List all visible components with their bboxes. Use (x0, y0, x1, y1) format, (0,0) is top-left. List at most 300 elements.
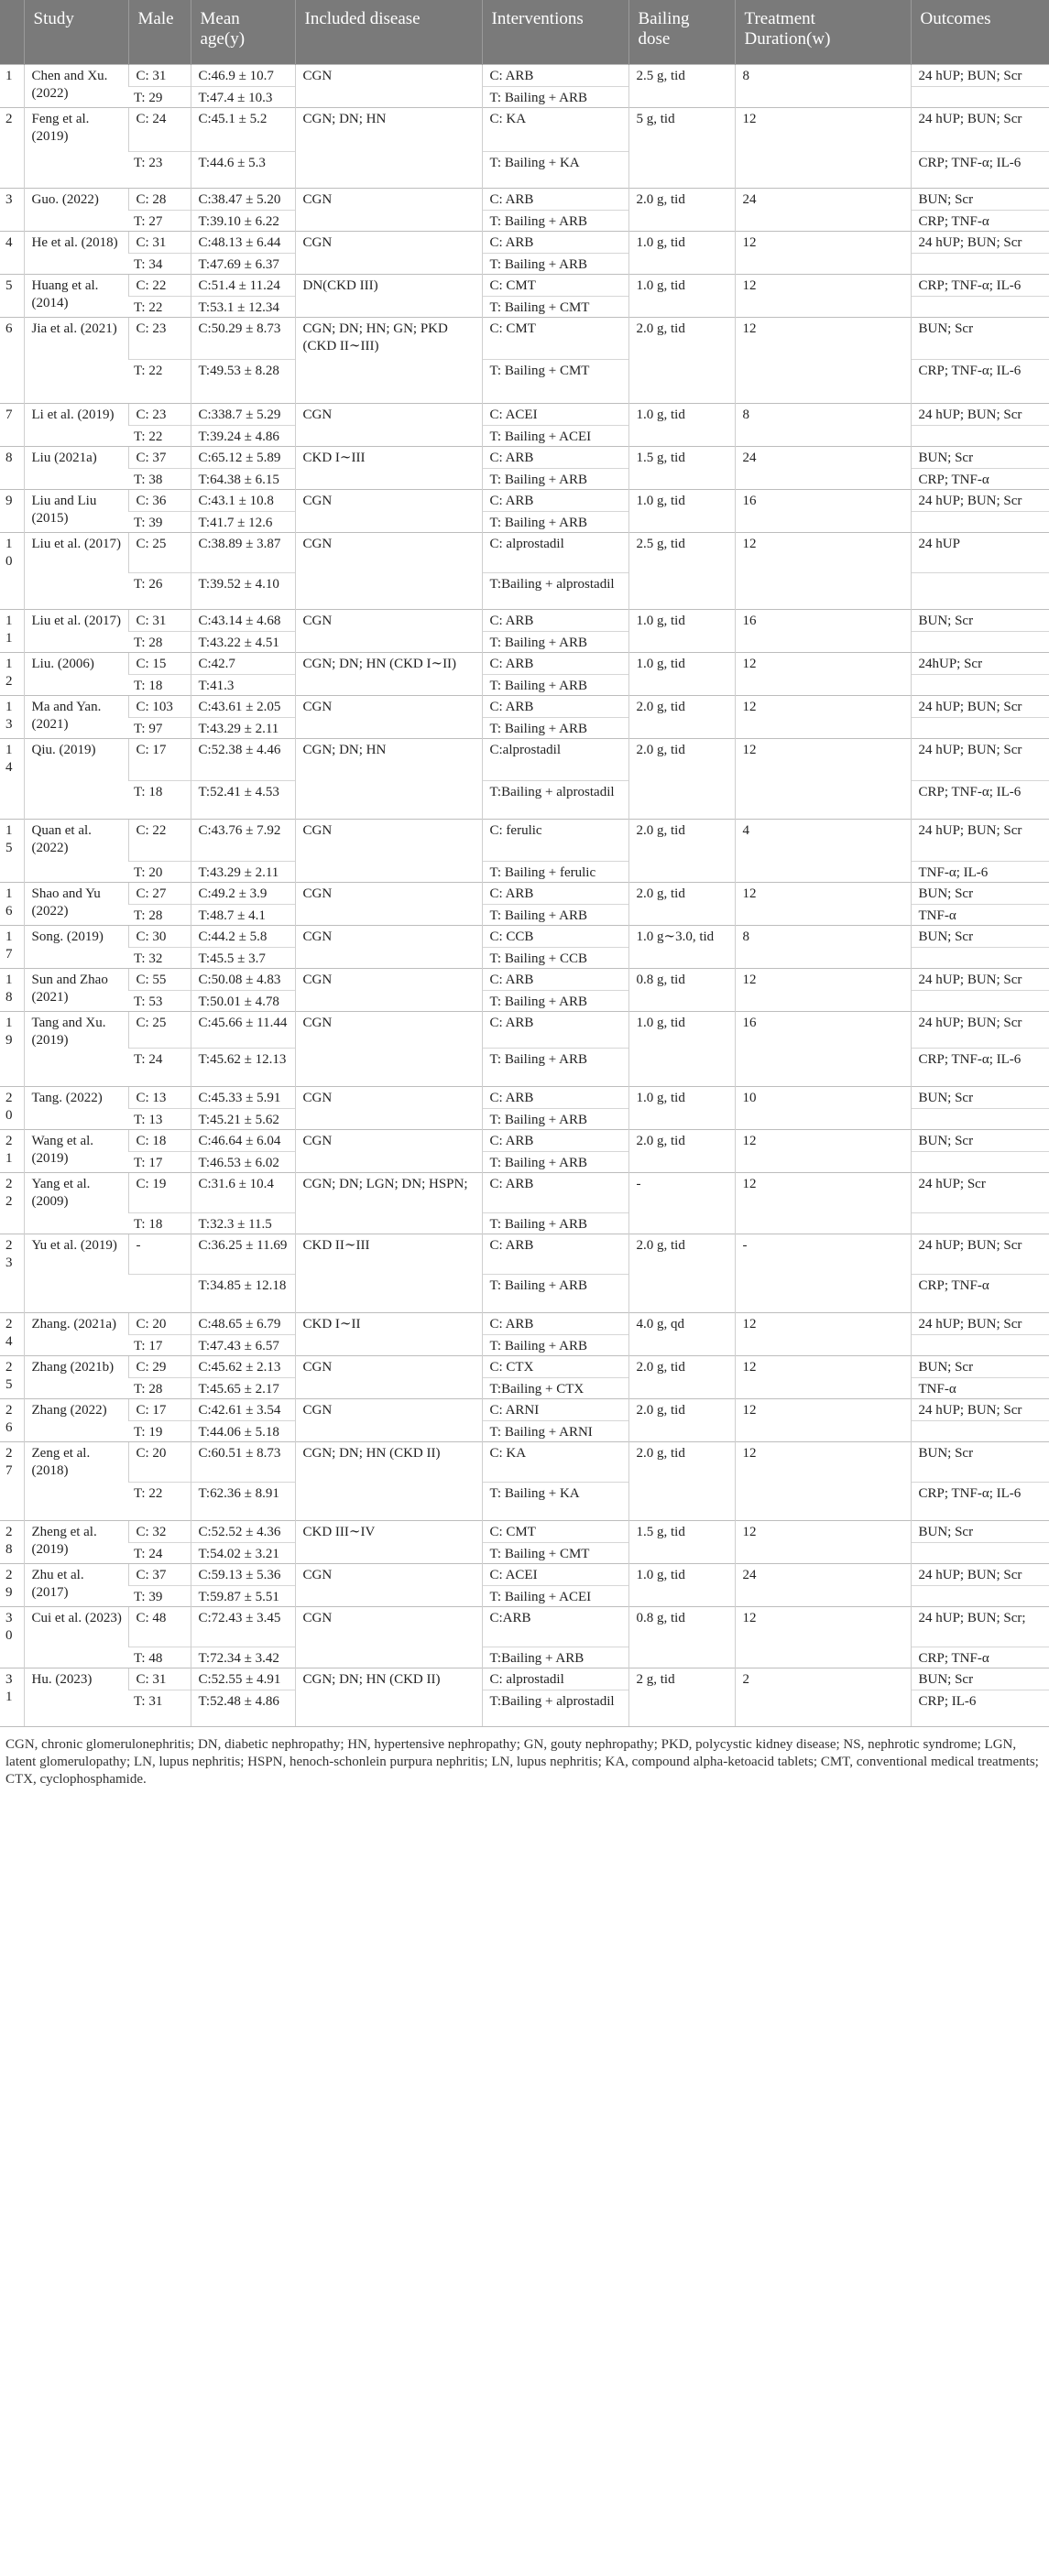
study-name-text: Liu and Liu (2015) (31, 493, 97, 526)
outcomes-primary-text: 24 hUP; BUN; Scr (918, 1402, 1022, 1418)
age-control (191, 107, 295, 151)
study-number-text: 10 (5, 536, 13, 569)
table-row (0, 231, 1049, 253)
male-treatment-text: T: 31 (134, 1693, 163, 1709)
included-disease-text: CGN (302, 886, 333, 901)
male-treatment-text: T: 28 (134, 908, 163, 923)
treatment-duration (735, 695, 911, 738)
male-treatment-text: T: 22 (134, 363, 163, 378)
intervention-treatment-text: T: Bailing + ARB (489, 635, 587, 650)
outcomes-secondary (911, 1212, 1049, 1234)
outcomes-primary (911, 1520, 1049, 1542)
outcomes-secondary (911, 151, 1049, 188)
bailing-dose (628, 1172, 735, 1234)
intervention-treatment (482, 359, 628, 403)
study-name (24, 1441, 128, 1520)
outcomes-secondary-text (919, 1213, 1044, 1216)
intervention-control (482, 925, 628, 947)
study-number-text: 18 (5, 972, 13, 1005)
table-row (0, 1172, 1049, 1212)
study-name-text: Qiu. (2019) (31, 742, 96, 757)
treatment-duration-text: 12 (742, 1359, 757, 1375)
outcomes-primary-text: BUN; Scr (918, 1524, 974, 1539)
study-number (0, 1441, 24, 1520)
study-number (0, 652, 24, 695)
study-number-text: 4 (5, 234, 13, 250)
outcomes-primary-text: 24hUP; Scr (918, 656, 983, 671)
male-control (128, 1172, 191, 1212)
intervention-treatment (482, 674, 628, 695)
age-control-text: C:38.47 ± 5.20 (198, 191, 281, 207)
bailing-dose (628, 1129, 735, 1172)
included-disease (295, 532, 482, 609)
study-name (24, 1086, 128, 1129)
intervention-treatment (482, 990, 628, 1011)
age-control (191, 1011, 295, 1048)
age-control-text: C:43.14 ± 4.68 (198, 613, 281, 628)
study-name-text: Huang et al. (2014) (31, 277, 99, 310)
male-control-text: C: 22 (136, 277, 167, 293)
intervention-treatment-text: T: Bailing + KA (489, 155, 580, 170)
age-treatment-text: T:50.01 ± 4.78 (198, 994, 279, 1009)
male-control-text: C: 28 (136, 191, 167, 207)
study-name-text: Feng et al. (2019) (31, 111, 90, 144)
age-treatment (191, 990, 295, 1011)
outcomes-secondary-text (919, 512, 1044, 515)
age-treatment-text: T:49.53 ± 8.28 (198, 363, 279, 378)
intervention-control (482, 1520, 628, 1542)
study-number (0, 819, 24, 882)
age-control (191, 882, 295, 904)
intervention-control (482, 695, 628, 717)
male-treatment (128, 1048, 191, 1086)
outcomes-secondary (911, 1542, 1049, 1563)
treatment-duration-text: 24 (742, 450, 757, 465)
treatment-duration-text: 12 (742, 536, 757, 551)
included-disease (295, 738, 482, 819)
study-number (0, 1234, 24, 1312)
male-control (128, 64, 191, 86)
bailing-dose-text: 2.0 g, tid (636, 742, 685, 757)
age-treatment-text: T:45.5 ± 3.7 (198, 951, 266, 966)
included-disease (295, 1398, 482, 1441)
male-treatment (128, 1542, 191, 1563)
included-disease-text: CGN (302, 972, 333, 987)
study-name-text: Cui et al. (2023) (31, 1610, 122, 1625)
male-treatment (128, 1420, 191, 1441)
header-study: Study (24, 0, 128, 64)
outcomes-primary (911, 446, 1049, 468)
outcomes-primary (911, 1398, 1049, 1420)
outcomes-secondary-text: TNF-α (918, 908, 956, 923)
treatment-duration (735, 188, 911, 231)
treatment-duration-text: 24 (742, 1567, 757, 1582)
intervention-control (482, 652, 628, 674)
bailing-dose-text: 2.0 g, tid (636, 822, 685, 838)
male-treatment (128, 1151, 191, 1172)
intervention-control-text: C: ARB (489, 1015, 534, 1030)
intervention-treatment-text: T: Bailing + ARB (489, 472, 587, 487)
outcomes-primary-text: 24 hUP; BUN; Scr (918, 1567, 1022, 1582)
intervention-control-text: C: ARB (489, 493, 534, 508)
study-name-text: Ma and Yan. (2021) (31, 699, 102, 732)
bailing-dose-text: 2 g, tid (636, 1671, 675, 1687)
age-control (191, 188, 295, 210)
outcomes-secondary (911, 631, 1049, 652)
table-row (0, 274, 1049, 296)
age-treatment-text: T:47.43 ± 6.57 (198, 1338, 279, 1353)
study-name-text: Yu et al. (2019) (31, 1237, 117, 1253)
intervention-treatment-text: T:Bailing + ARB (489, 1650, 585, 1666)
treatment-duration (735, 1172, 911, 1234)
intervention-control (482, 882, 628, 904)
male-treatment-text: T: 27 (134, 213, 163, 229)
study-name-text: Zhang (2021b) (31, 1359, 115, 1375)
bailing-dose-text: 2.0 g, tid (636, 886, 685, 901)
bailing-dose (628, 1011, 735, 1086)
intervention-control (482, 1668, 628, 1690)
treatment-duration (735, 446, 911, 489)
included-disease-text: CGN (302, 1359, 333, 1375)
included-disease (295, 925, 482, 968)
intervention-control (482, 1086, 628, 1108)
intervention-treatment-text: T: Bailing + CMT (489, 363, 590, 378)
table-row (0, 107, 1049, 151)
treatment-duration (735, 652, 911, 695)
treatment-duration (735, 1129, 911, 1172)
age-control-text: C:338.7 ± 5.29 (198, 407, 281, 422)
intervention-control (482, 1606, 628, 1647)
intervention-treatment (482, 717, 628, 738)
treatment-duration-text: 24 (742, 191, 757, 207)
male-control-text: C: 103 (136, 699, 173, 714)
intervention-treatment (482, 1151, 628, 1172)
included-disease (295, 317, 482, 403)
outcomes-primary-text: BUN; Scr (918, 929, 974, 944)
included-disease-text: CGN (302, 536, 333, 551)
age-control (191, 1086, 295, 1108)
treatment-duration-text: 10 (742, 1090, 757, 1105)
age-treatment (191, 151, 295, 188)
age-control-text: C:45.66 ± 11.44 (198, 1015, 288, 1030)
table-row (0, 64, 1049, 86)
outcomes-primary (911, 1011, 1049, 1048)
male-treatment (128, 1108, 191, 1129)
study-name-text: Zhang. (2021a) (31, 1316, 116, 1331)
male-control-text: C: 23 (136, 321, 167, 336)
intervention-treatment-text: T: Bailing + ARB (489, 721, 587, 736)
included-disease (295, 403, 482, 446)
study-number-text: 19 (5, 1015, 13, 1048)
age-treatment (191, 717, 295, 738)
included-disease (295, 446, 482, 489)
table-row (0, 1563, 1049, 1585)
male-treatment (128, 468, 191, 489)
age-control-text: C:45.1 ± 5.2 (198, 111, 268, 126)
study-name (24, 188, 128, 231)
intervention-treatment (482, 1420, 628, 1441)
table-row (0, 532, 1049, 572)
intervention-control-text: C: CMT (489, 321, 536, 336)
male-treatment-text: T: 28 (134, 635, 163, 650)
treatment-duration (735, 1011, 911, 1086)
outcomes-primary-text: 24 hUP; BUN; Scr (918, 234, 1022, 250)
outcomes-secondary (911, 1334, 1049, 1355)
outcomes-primary (911, 532, 1049, 572)
male-control-text: C: 29 (136, 1359, 167, 1375)
study-name-text: Yang et al. (2009) (31, 1176, 91, 1209)
treatment-duration (735, 317, 911, 403)
intervention-control-text: C:alprostadil (489, 742, 561, 757)
header-outcomes: Outcomes (911, 0, 1049, 64)
table-body (0, 64, 1049, 1726)
bailing-dose (628, 1520, 735, 1563)
age-treatment (191, 359, 295, 403)
outcomes-primary (911, 1234, 1049, 1274)
age-treatment (191, 1334, 295, 1355)
male-treatment (128, 990, 191, 1011)
bailing-dose-text: 2.0 g, tid (636, 321, 685, 336)
study-number (0, 1355, 24, 1398)
age-control-text: C:42.61 ± 3.54 (198, 1402, 281, 1418)
intervention-treatment-text: T: Bailing + ARB (489, 1338, 587, 1353)
male-control (128, 107, 191, 151)
study-number-text: 20 (5, 1090, 13, 1123)
intervention-treatment-text: T: Bailing + CMT (489, 299, 590, 315)
outcomes-secondary (911, 674, 1049, 695)
age-control (191, 317, 295, 359)
study-number (0, 489, 24, 532)
treatment-duration (735, 925, 911, 968)
male-treatment (128, 631, 191, 652)
intervention-treatment-text: T: Bailing + CCB (489, 951, 587, 966)
male-treatment-text: T: 18 (134, 678, 163, 693)
age-control-text: C:52.38 ± 4.46 (198, 742, 281, 757)
age-control (191, 403, 295, 425)
study-name (24, 1668, 128, 1726)
study-name (24, 274, 128, 317)
treatment-duration-text: 16 (742, 613, 757, 628)
age-control (191, 1234, 295, 1274)
intervention-control-text: C: CMT (489, 277, 536, 293)
intervention-treatment-text: T: Bailing + ARB (489, 90, 587, 105)
intervention-control-text: C:ARB (489, 1610, 531, 1625)
study-number-text: 25 (5, 1359, 13, 1392)
bailing-dose (628, 317, 735, 403)
age-treatment (191, 511, 295, 532)
male-control (128, 446, 191, 468)
outcomes-primary-text: BUN; Scr (918, 886, 974, 901)
outcomes-primary (911, 968, 1049, 990)
outcomes-primary-text: BUN; Scr (918, 450, 974, 465)
intervention-treatment-text: T: Bailing + ARB (489, 994, 587, 1009)
study-name-text: Jia et al. (2021) (31, 321, 117, 336)
bailing-dose (628, 446, 735, 489)
study-number (0, 1312, 24, 1355)
intervention-treatment (482, 1542, 628, 1563)
outcomes-secondary-text (919, 426, 1044, 429)
study-name-text: Hu. (2023) (31, 1671, 93, 1687)
treatment-duration (735, 1441, 911, 1520)
study-name-text: Liu et al. (2017) (31, 613, 121, 628)
study-number-text: 21 (5, 1133, 13, 1166)
study-name (24, 695, 128, 738)
age-treatment (191, 253, 295, 274)
study-name-text: Zhu et al. (2017) (31, 1567, 84, 1600)
outcomes-secondary (911, 511, 1049, 532)
header-number (0, 0, 24, 64)
male-treatment-text: T: 39 (134, 515, 163, 530)
study-name (24, 107, 128, 188)
treatment-duration-text: 12 (742, 656, 757, 671)
male-treatment (128, 359, 191, 403)
male-control-text: C: 13 (136, 1090, 167, 1105)
male-treatment (128, 674, 191, 695)
treatment-duration (735, 274, 911, 317)
age-treatment (191, 1690, 295, 1726)
study-name (24, 968, 128, 1011)
study-number (0, 107, 24, 188)
male-treatment (128, 861, 191, 882)
bailing-dose-text: 1.5 g, tid (636, 1524, 685, 1539)
included-disease (295, 489, 482, 532)
intervention-control-text: C: ARB (489, 234, 534, 250)
male-control-text: C: 37 (136, 450, 167, 465)
age-control (191, 446, 295, 468)
table-row (0, 1398, 1049, 1420)
age-control (191, 968, 295, 990)
outcomes-secondary (911, 1151, 1049, 1172)
included-disease-text: CGN; DN; HN (CKD I∼II) (302, 656, 457, 671)
age-control-text: C:46.9 ± 10.7 (198, 68, 274, 83)
included-disease (295, 609, 482, 652)
study-number-text: 3 (5, 191, 13, 207)
outcomes-primary (911, 1355, 1049, 1377)
outcomes-primary (911, 1312, 1049, 1334)
treatment-duration (735, 1312, 911, 1355)
age-treatment-text: T:52.48 ± 4.86 (198, 1693, 279, 1709)
male-treatment (128, 210, 191, 231)
age-treatment (191, 1108, 295, 1129)
age-control (191, 231, 295, 253)
intervention-treatment (482, 1334, 628, 1355)
study-name-text: Liu (2021a) (31, 450, 97, 465)
age-treatment (191, 86, 295, 107)
male-control-text: C: 19 (136, 1176, 167, 1191)
included-disease (295, 1563, 482, 1606)
age-control-text: C:52.55 ± 4.91 (198, 1671, 281, 1687)
outcomes-primary-text: BUN; Scr (918, 1671, 974, 1687)
age-treatment (191, 1585, 295, 1606)
bailing-dose (628, 64, 735, 107)
male-control-text: C: 32 (136, 1524, 167, 1539)
intervention-treatment (482, 1690, 628, 1726)
outcomes-secondary-text: CRP; TNF-α (918, 213, 989, 229)
intervention-treatment (482, 572, 628, 609)
bailing-dose-text: 2.0 g, tid (636, 1445, 685, 1461)
included-disease-text: CGN (302, 68, 333, 83)
outcomes-primary (911, 652, 1049, 674)
outcomes-primary-text: 24 hUP; BUN; Scr (918, 1316, 1022, 1331)
table-row (0, 1011, 1049, 1048)
intervention-treatment (482, 1647, 628, 1668)
outcomes-primary (911, 819, 1049, 861)
outcomes-secondary (911, 359, 1049, 403)
included-disease-text: CGN (302, 191, 333, 207)
intervention-control (482, 609, 628, 631)
male-treatment-text: T: 28 (134, 1381, 163, 1397)
bailing-dose-text: 1.0 g, tid (636, 613, 685, 628)
study-number-text: 9 (5, 493, 13, 508)
intervention-control (482, 1172, 628, 1212)
included-disease-text: CKD II∼III (302, 1237, 370, 1253)
age-treatment-text: T:44.6 ± 5.3 (198, 155, 266, 170)
male-control-text: - (136, 1237, 141, 1253)
age-treatment (191, 1482, 295, 1520)
male-treatment-text: T: 17 (134, 1155, 163, 1170)
included-disease-text: CGN (302, 493, 333, 508)
bailing-dose-text: 5 g, tid (636, 111, 675, 126)
outcomes-primary (911, 107, 1049, 151)
included-disease (295, 274, 482, 317)
outcomes-primary (911, 274, 1049, 296)
bailing-dose-text: 1.5 g, tid (636, 450, 685, 465)
outcomes-primary-text: BUN; Scr (918, 191, 974, 207)
intervention-control-text: C: ARB (489, 699, 534, 714)
bailing-dose (628, 1441, 735, 1520)
study-name (24, 925, 128, 968)
study-number (0, 317, 24, 403)
bailing-dose-text: 2.0 g, tid (636, 1133, 685, 1148)
intervention-treatment-text: T: Bailing + KA (489, 1485, 580, 1501)
age-control-text: C:45.62 ± 2.13 (198, 1359, 281, 1375)
bailing-dose (628, 1563, 735, 1606)
outcomes-primary (911, 609, 1049, 631)
included-disease (295, 1606, 482, 1668)
study-number (0, 1172, 24, 1234)
bailing-dose (628, 1234, 735, 1312)
intervention-control-text: C: ACEI (489, 407, 538, 422)
intervention-control (482, 1234, 628, 1274)
included-disease (295, 1086, 482, 1129)
study-name (24, 489, 128, 532)
study-number-text: 8 (5, 450, 13, 465)
included-disease-text: CKD III∼IV (302, 1524, 376, 1539)
bailing-dose-text: 1.0 g, tid (636, 1567, 685, 1582)
age-treatment (191, 296, 295, 317)
male-treatment-text: T: 17 (134, 1338, 163, 1353)
male-treatment-text: T: 26 (134, 576, 163, 592)
table-row (0, 1668, 1049, 1690)
age-control-text: C:51.4 ± 11.24 (198, 277, 280, 293)
intervention-treatment-text: T: Bailing + ARB (489, 1277, 587, 1293)
male-control-text: C: 22 (136, 822, 167, 838)
outcomes-primary (911, 925, 1049, 947)
treatment-duration-text: 12 (742, 742, 757, 757)
outcomes-secondary (911, 1048, 1049, 1086)
outcomes-secondary-text (919, 632, 1044, 635)
table-row (0, 446, 1049, 468)
age-control (191, 1606, 295, 1647)
intervention-control-text: C: ARB (489, 886, 534, 901)
intervention-control-text: C: alprostadil (489, 536, 564, 551)
intervention-control-text: C: ARB (489, 68, 534, 83)
treatment-duration (735, 738, 911, 819)
male-control-text: C: 25 (136, 1015, 167, 1030)
intervention-treatment (482, 1482, 628, 1520)
bailing-dose-text: 1.0 g, tid (636, 1090, 685, 1105)
intervention-treatment (482, 1212, 628, 1234)
